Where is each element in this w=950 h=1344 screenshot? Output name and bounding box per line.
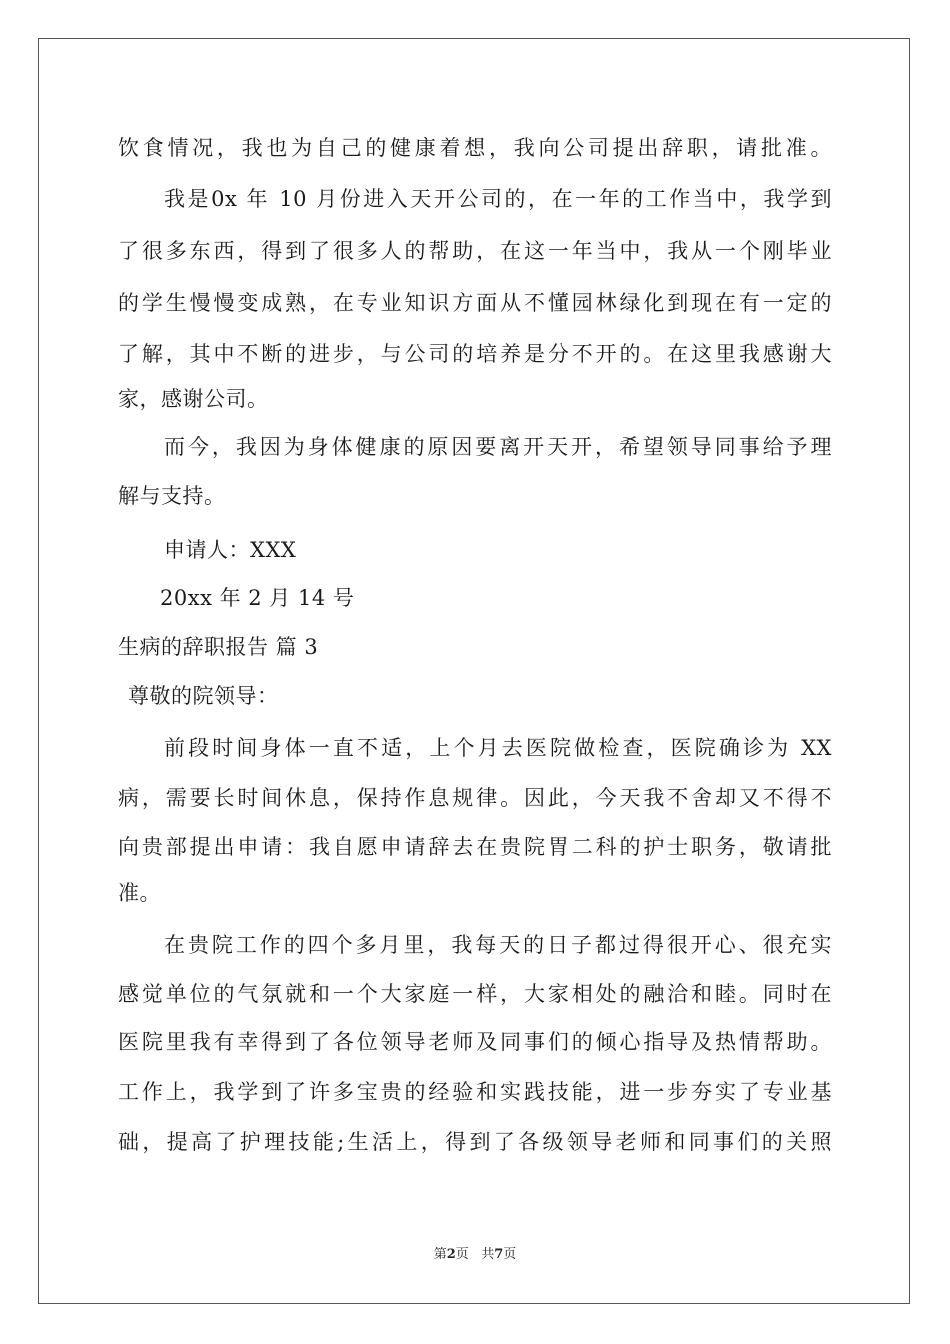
date-line: 20xx 年 2 月 14 号 [160, 586, 355, 610]
page-current: 2 [446, 1247, 456, 1262]
body-text-line: 前段时间身体一直不适，上个月去医院做检查，医院确诊为 XX [164, 736, 832, 760]
page-total: 7 [494, 1247, 504, 1262]
page-footer [0, 1246, 950, 1264]
page-border [38, 38, 910, 1304]
body-text-line: 工作上，我学到了许多宝贵的经验和实践技能，进一步夯实了专业基 [118, 1080, 832, 1104]
body-text-line: 础，提高了护理技能;生活上，得到了各级领导老师和同事们的关照 [118, 1130, 832, 1154]
body-text-line: 了解，其中不断的进步，与公司的培养是分不开的。在这里我感谢大 [118, 342, 832, 366]
body-text-line: 饮食情况，我也为自己的健康着想，我向公司提出辞职，请批准。 [118, 136, 832, 160]
body-text-line: 病，需要长时间休息，保持作息规律。因此，今天我不舍却又不得不 [118, 786, 832, 810]
salutation: 尊敬的院领导： [128, 684, 279, 708]
body-text-line: 而今，我因为身体健康的原因要离开天开，希望领导同事给予理 [164, 435, 832, 459]
total-unit: 页 [503, 1247, 517, 1262]
applicant-line: 申请人：XXX [164, 538, 297, 562]
body-text-line: 感觉单位的气氛就和一个大家庭一样，大家相处的融洽和睦。同时在 [118, 982, 832, 1006]
body-text-line: 解与支持。 [118, 484, 226, 508]
section-heading: 生病的辞职报告 篇 3 [118, 635, 319, 659]
body-text-line: 在贵院工作的四个多月里，我每天的日子都过得很开心、很充实 [164, 933, 832, 957]
page-unit: 页 [455, 1247, 469, 1262]
body-text-line: 的学生慢慢变成熟，在专业知识方面从不懂园林绿化到现在有一定的 [118, 291, 832, 315]
page-prefix: 第 [433, 1247, 447, 1262]
body-text-line: 了很多东西，得到了很多人的帮助，在这一年当中，我从一个刚毕业 [118, 239, 832, 263]
body-text-line: 医院里我有幸得到了各位领导老师及同事们的倾心指导及热情帮助。 [118, 1030, 832, 1054]
body-text-line: 准。 [118, 881, 161, 905]
body-text-line: 家，感谢公司。 [118, 387, 269, 411]
body-text-line: 向贵部提出申请：我自愿申请辞去在贵院胃二科的护士职务，敬请批 [118, 835, 832, 859]
body-text-line: 我是0x 年 10 月份进入天开公司的，在一年的工作当中，我学到 [164, 187, 832, 211]
total-prefix: 共 [481, 1247, 495, 1262]
